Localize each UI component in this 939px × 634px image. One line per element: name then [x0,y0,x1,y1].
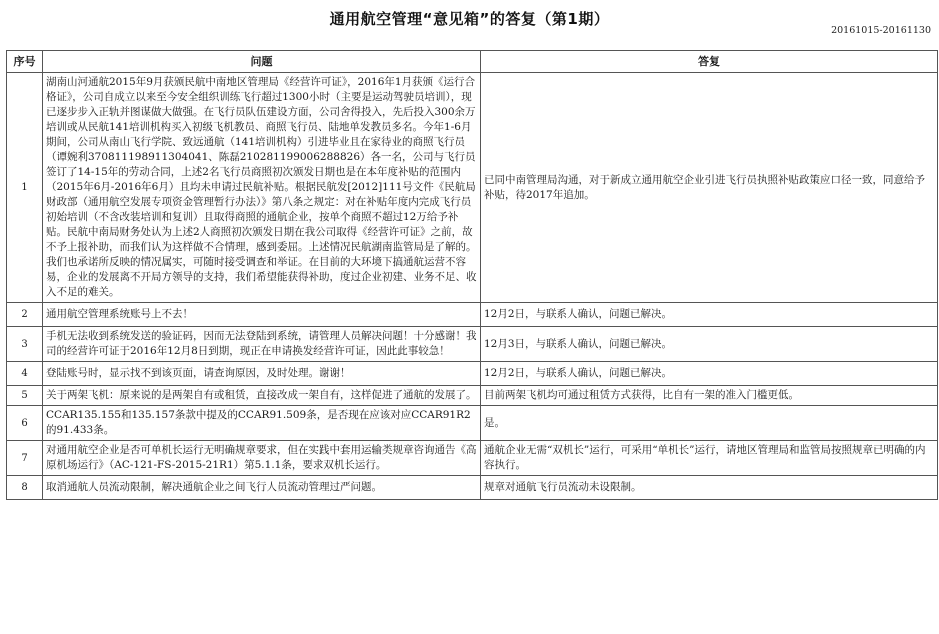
document-title: 通用航空管理“意见箱”的答复（第1期） [329,10,610,28]
table-row [7,327,938,362]
question-cell: 通用航空管理系统账号上不去！ [43,303,481,327]
header-question: 问题 [43,51,481,73]
answer-cell: 12月3日，与联系人确认，问题已解决。 [481,327,938,362]
row-number: 2 [7,303,43,327]
question-cell: 登陆账号时，显示找不到该页面，请查询原因，及时处理。谢谢！ [43,362,481,386]
answer-cell: 12月2日，与联系人确认，问题已解决。 [481,303,938,327]
table-header-row [7,51,938,73]
answer-cell: 12月2日，与联系人确认，问题已解决。 [481,362,938,386]
table-row [7,362,938,386]
table-row [7,73,938,303]
header-number: 序号 [7,51,43,73]
row-number: 4 [7,362,43,386]
table-row [7,303,938,327]
answer-cell: 是。 [481,406,938,441]
answer-cell: 已同中南管理局沟通，对于新成立通用航空企业引进飞行员执照补贴政策应口径一致，同意给予补贴，待2017年追加。 [481,73,938,303]
row-number: 7 [7,441,43,476]
answer-cell: 规章对通航飞行员流动未设限制。 [481,476,938,500]
question-cell: 取消通航人员流动限制，解决通航企业之间飞行人员流动管理过严问题。 [43,476,481,500]
row-number: 6 [7,406,43,441]
answer-cell: 通航企业无需“双机长”运行，可采用“单机长”运行，请地区管理局和监管局按照规章已明确的内容执行。 [481,441,938,476]
answer-cell: 目前两架飞机均可通过租赁方式获得，比自有一架的准入门槛更低。 [481,386,938,406]
table-row [7,441,938,476]
question-cell: 对通用航空企业是否可单机长运行无明确规章要求，但在实践中套用运输类规章咨询通告《高原机场运行》（AC-121-FS-2015-21R1）第5.1.1条，要求双机长运行。 [43,441,481,476]
feedback-table [6,50,938,500]
row-number: 1 [7,73,43,303]
row-number: 5 [7,386,43,406]
question-cell: 湖南山河通航2015年9月获颁民航中南地区管理局《经营许可证》，2016年1月获颁《运行合格证》，公司自成立以来至今安全组织训练飞行超过1300小时（主要是运动驾驶员培训），现已逐步步入正轨并图谋做大做强。在飞行员队伍建设方面，公司舍得投入，先后投入300余万培训或从民航141培训机构买入初级飞机教员、商照飞行员、陆地单发教员多名。今年1-6月期间，公司从南山飞行学院、致远通航（141培训机构）引进毕业且在家待业的商照飞行员（谭婉利370811198911304041、陈磊210281199006288826）各一名，公司与飞行员签订了14-15年的劳动合同，上述2名飞行员商照初次颁发日期也是在本年度补贴的范围内（2015年6月-2016年6月）且均未申请过民航补贴。根据民航发[2012]111号文件《民航局 财政部（通用航空发展专项资金管理暂行办法）》第八条之规定：对在补贴年度内完成飞行员初始培训（不含改装培训和复训）且取得商照的通航企业，按单个商照不超过12万给予补贴。民航中南局财务处认为上述2人商照初次颁发日期在我公司取得《经营许可证》之前，故不予上报补助，而我们认为这样做不合情理，感到委屈。上述情况民航湖南监管局是了解的。我们也承诺所反映的情况属实，可随时接受调查和举证。在目前的大环境下搞通航运营不容易，企业的发展离不开局方领导的支持，我们希望能获得补助，度过企业初建、业务不足、收入不足的难关。 [43,73,481,303]
question-cell: 手机无法收到系统发送的验证码，因而无法登陆到系统，请管理人员解决问题！十分感谢！我司的经营许可证于2016年12月8日到期，现正在申请换发经营许可证，因此此事较急！ [43,327,481,362]
table-row [7,386,938,406]
row-number: 8 [7,476,43,500]
table-row [7,406,938,441]
date-range: 20161015-20161130 [831,25,931,36]
row-number: 3 [7,327,43,362]
question-cell: CCAR135.155和135.157条款中提及的CCAR91.509条，是否现在应该对应CCAR91R2的91.433条。 [43,406,481,441]
question-cell: 关于两架飞机：原来说的是两架自有或租赁，直接改成一架自有，这样促进了通航的发展了。 [43,386,481,406]
header-answer: 答复 [481,51,938,73]
table-row [7,476,938,500]
